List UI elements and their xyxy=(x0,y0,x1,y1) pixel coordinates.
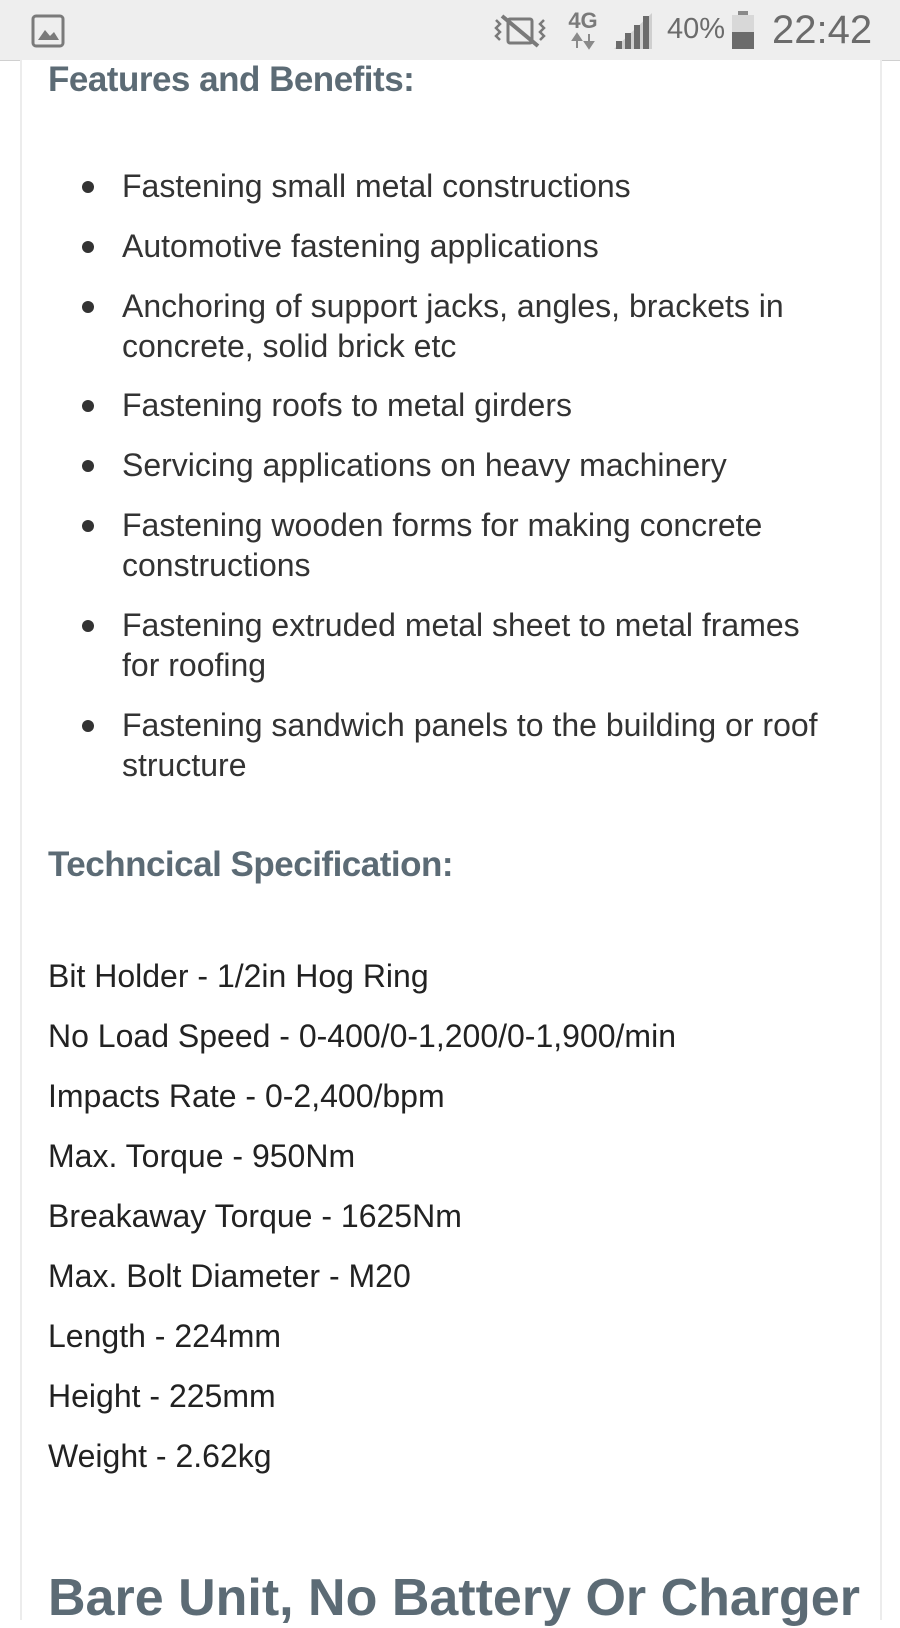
feature-text: Automotive fastening applications xyxy=(122,228,599,264)
feature-text: Fastening small metal constructions xyxy=(122,168,631,204)
spec-line: Weight - 2.62kg xyxy=(48,1438,272,1474)
feature-text: Anchoring of support jacks, angles, brackets in concrete, solid brick etc xyxy=(122,288,784,364)
feature-item xyxy=(122,166,832,206)
bullet-icon xyxy=(82,520,94,532)
spec-line: Max. Bolt Diameter - M20 xyxy=(48,1258,411,1294)
spec-line: No Load Speed - 0-400/0-1,200/0-1,900/min xyxy=(48,1018,676,1054)
spec-line: Max. Torque - 950Nm xyxy=(48,1138,356,1174)
feature-item xyxy=(122,605,832,685)
spec-heading: Techncical Specification: xyxy=(48,845,454,884)
features-heading: Features and Benefits: xyxy=(48,60,415,99)
feature-item xyxy=(122,226,832,266)
bullet-icon xyxy=(82,620,94,632)
feature-text: Fastening sandwich panels to the building or roof structure xyxy=(122,707,818,783)
signal-strength-icon xyxy=(612,11,654,51)
battery-icon xyxy=(730,10,756,50)
bottom-heading: Bare Unit, No Battery Or Charger xyxy=(48,1569,860,1627)
bullet-icon xyxy=(82,181,94,193)
feature-item xyxy=(122,505,832,585)
network-4g-icon xyxy=(565,8,601,52)
feature-text: Servicing applications on heavy machinery xyxy=(122,447,727,483)
spec-line: Impacts Rate - 0-2,400/bpm xyxy=(48,1078,445,1114)
bullet-icon xyxy=(82,460,94,472)
bullet-icon xyxy=(82,720,94,732)
feature-item xyxy=(122,286,832,366)
feature-text: Fastening wooden forms for making concrete constructions xyxy=(122,507,763,583)
bullet-icon xyxy=(82,400,94,412)
spec-line: Bit Holder - 1/2in Hog Ring xyxy=(48,958,429,994)
feature-item xyxy=(122,705,832,785)
feature-text: Fastening roofs to metal girders xyxy=(122,387,572,423)
battery-percent: 40% xyxy=(667,13,726,45)
vibrate-mute-icon xyxy=(490,12,550,50)
feature-item xyxy=(122,385,832,425)
status-bar xyxy=(0,0,900,61)
bullet-icon xyxy=(82,241,94,253)
clock: 22:42 xyxy=(772,8,873,52)
feature-item xyxy=(122,445,832,485)
bullet-icon xyxy=(82,301,94,313)
network-type-label: 4G xyxy=(568,8,598,33)
gallery-notification-icon xyxy=(30,13,66,49)
spec-line: Length - 224mm xyxy=(48,1318,282,1354)
feature-text: Fastening extruded metal sheet to metal frames for roofing xyxy=(122,607,800,683)
spec-line: Height - 225mm xyxy=(48,1378,276,1414)
spec-line: Breakaway Torque - 1625Nm xyxy=(48,1198,462,1234)
